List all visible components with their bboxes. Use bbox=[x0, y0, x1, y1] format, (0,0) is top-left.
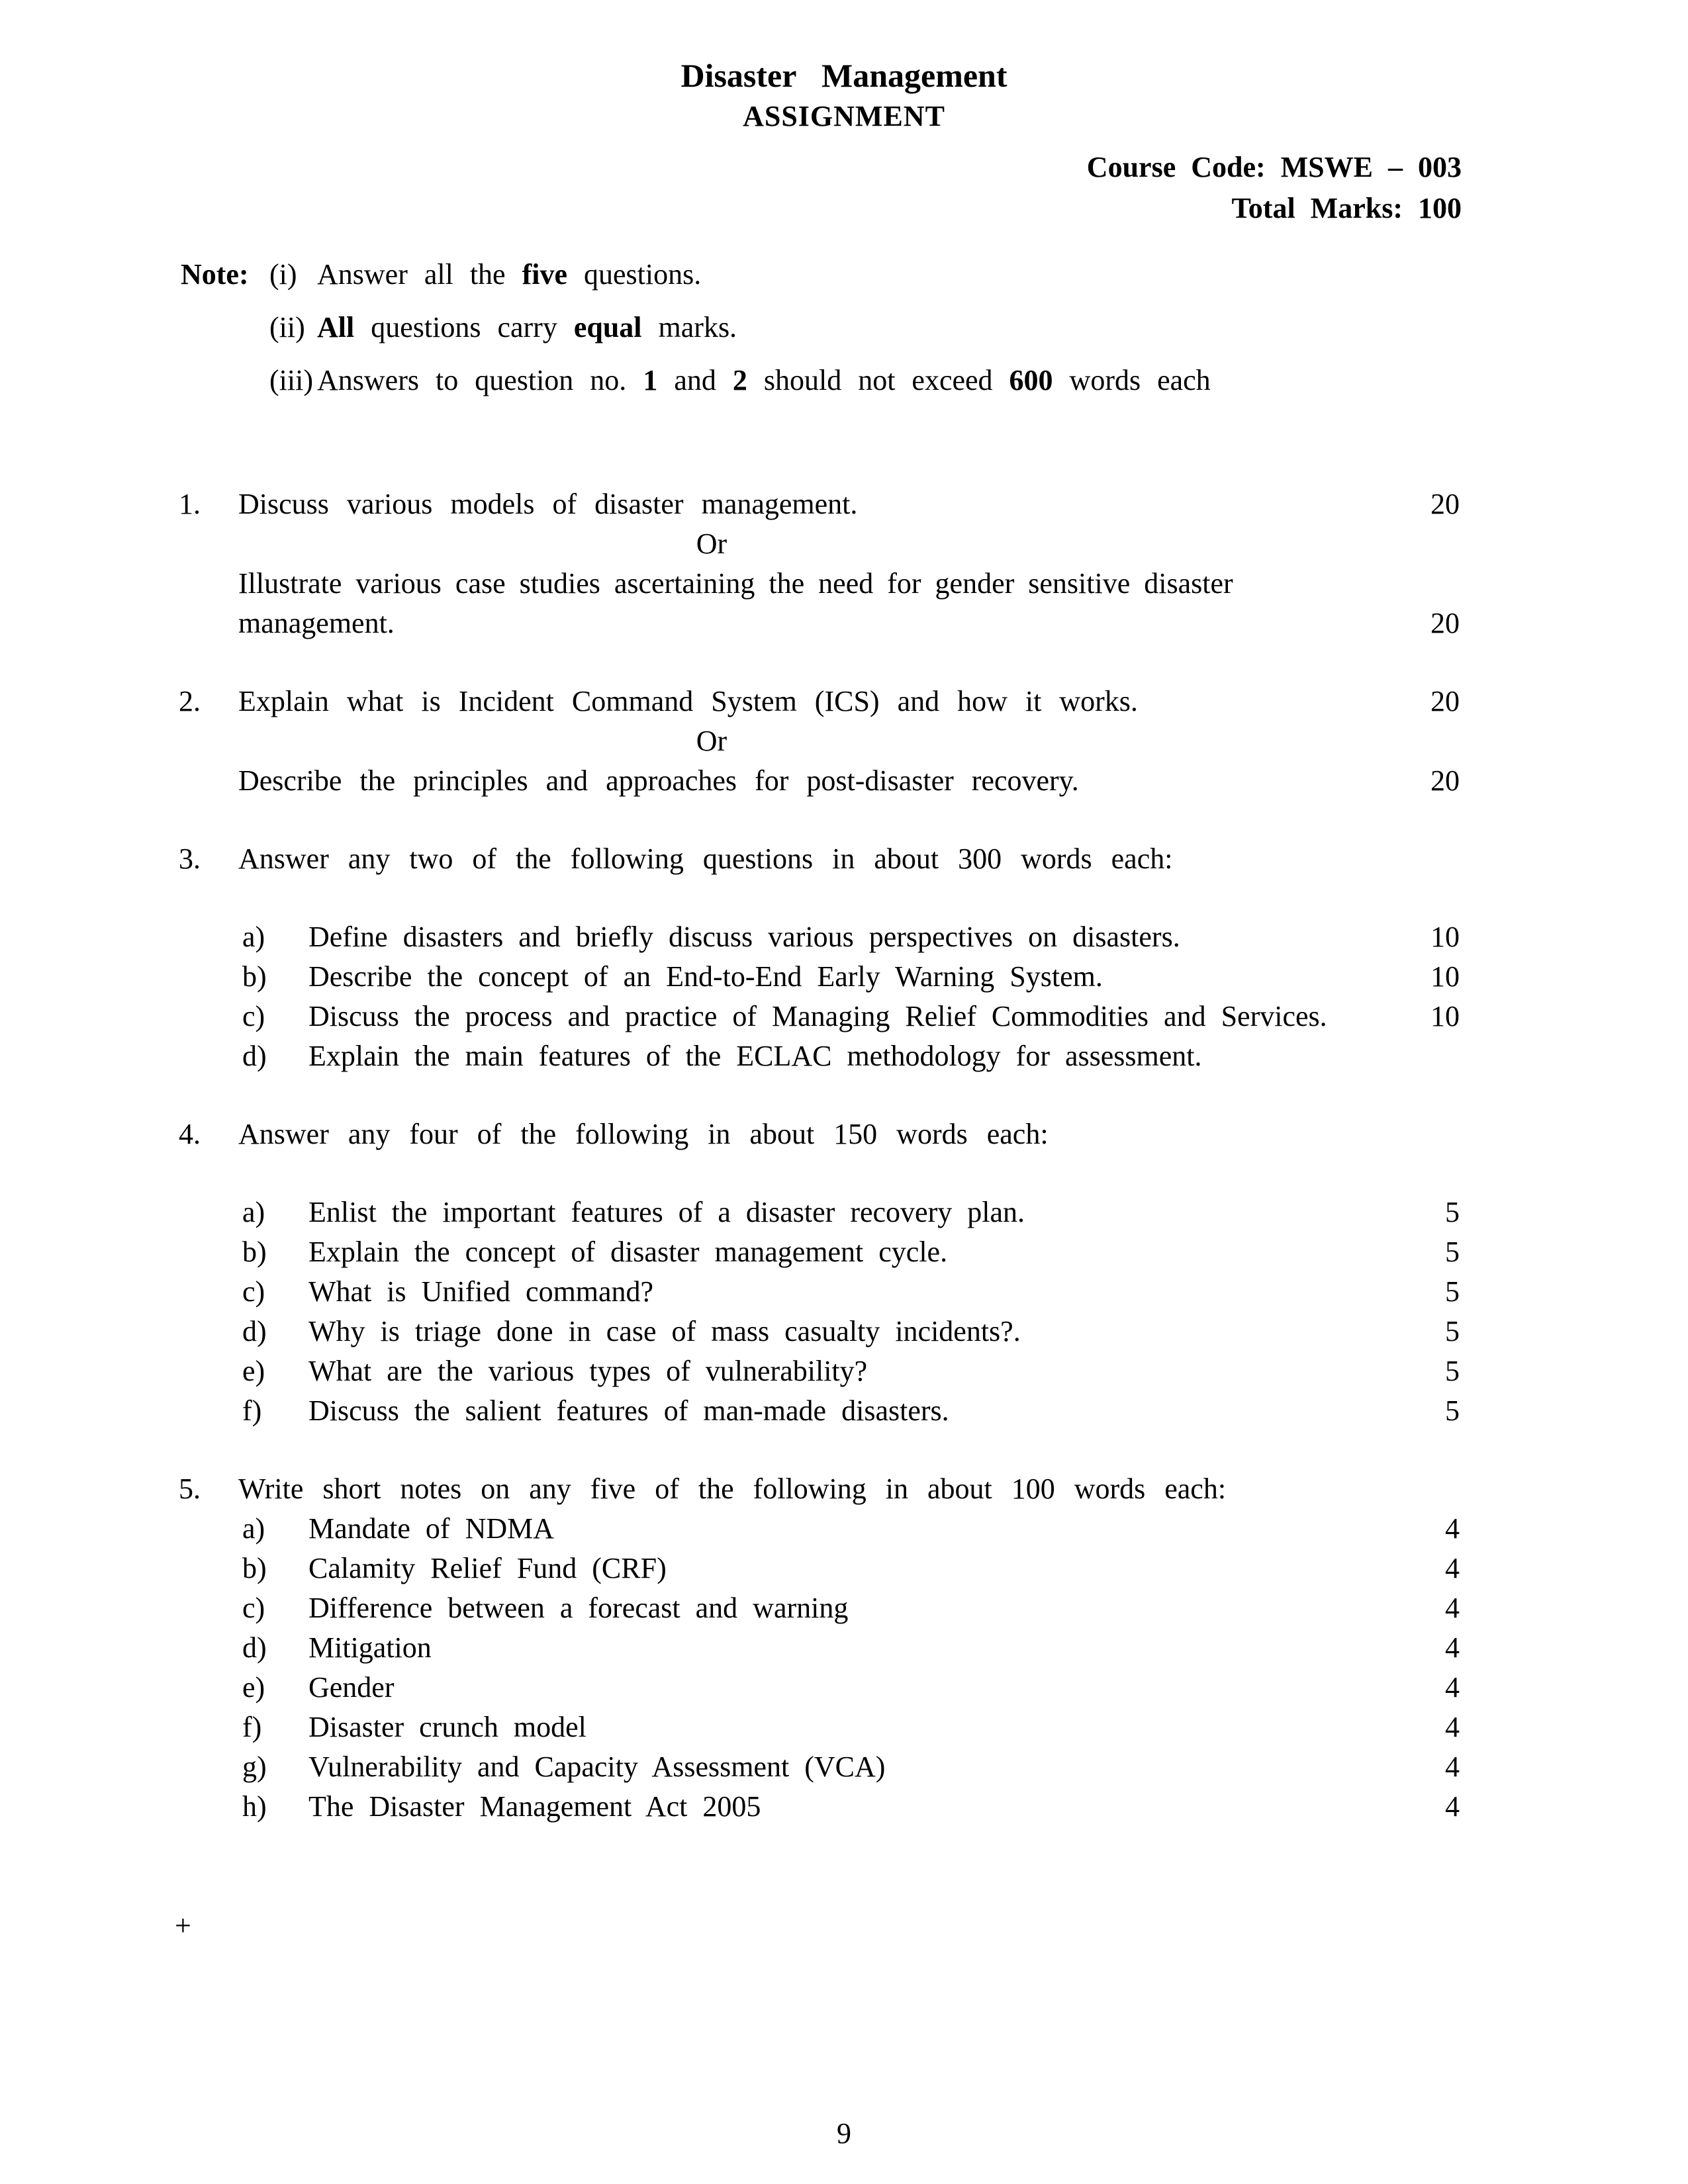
sub-item-letter: b) bbox=[242, 1236, 267, 1268]
sub-item-letter: c) bbox=[242, 1275, 265, 1308]
question-marks: 20 bbox=[1430, 764, 1460, 797]
sub-item-row bbox=[179, 1549, 1460, 1588]
note-section bbox=[181, 255, 1688, 400]
sub-item-letter: h) bbox=[242, 1790, 267, 1823]
sub-item-text: Mitigation bbox=[308, 1631, 432, 1664]
sub-item-row bbox=[179, 1272, 1460, 1312]
sub-item-row bbox=[179, 1588, 1460, 1628]
sub-item-letter: d) bbox=[242, 1631, 267, 1664]
sub-item-text: Explain the main features of the ECLAC methodology for assessment. bbox=[308, 1040, 1202, 1072]
sub-item-letter: a) bbox=[242, 1512, 265, 1545]
sub-item-row bbox=[179, 1036, 1460, 1076]
sub-item-marks: 4 bbox=[1445, 1552, 1460, 1584]
note-label-spacer bbox=[181, 361, 269, 400]
sub-item-letter: d) bbox=[242, 1040, 267, 1072]
sub-item-text: Difference between a forecast and warning bbox=[308, 1592, 849, 1624]
sub-item-marks: 4 bbox=[1445, 1671, 1460, 1704]
note-text bbox=[317, 361, 1211, 400]
sub-item-text: Explain the concept of disaster management cycle. bbox=[308, 1236, 948, 1268]
sub-item-letter: b) bbox=[242, 1552, 267, 1584]
note-text-segment: five bbox=[522, 258, 567, 291]
question-block-2 bbox=[179, 682, 1460, 801]
question-text: Answer any two of the following questions in about 300 words each: bbox=[238, 842, 1173, 875]
sub-item-text: Enlist the important features of a disaster recovery plan. bbox=[308, 1196, 1025, 1228]
question-text: Discuss various models of disaster management. bbox=[238, 488, 858, 520]
question-row bbox=[179, 1469, 1460, 1509]
note-marker: (ii) bbox=[269, 311, 305, 343]
note-text-segment: and bbox=[657, 364, 733, 396]
sub-item-row bbox=[179, 1668, 1460, 1707]
plus-mark: + bbox=[175, 1909, 191, 1942]
question-number: 3. bbox=[179, 842, 201, 875]
note-label-spacer bbox=[181, 308, 269, 347]
question-number: 2. bbox=[179, 685, 201, 717]
sub-item-marks: 4 bbox=[1445, 1592, 1460, 1624]
sub-item-text: Define disasters and briefly discuss various perspectives on disasters. bbox=[308, 921, 1180, 953]
question-block-3 bbox=[179, 839, 1460, 1076]
note-text bbox=[317, 255, 701, 294]
question-block-5 bbox=[179, 1469, 1460, 1827]
sub-item-letter: e) bbox=[242, 1355, 265, 1387]
question-marks: 20 bbox=[1430, 607, 1460, 639]
question-number: 1. bbox=[179, 488, 201, 520]
sub-item-letter: c) bbox=[242, 1592, 265, 1624]
sub-item-row bbox=[179, 1391, 1460, 1431]
sub-item-letter: a) bbox=[242, 1196, 265, 1228]
note-text-segment: All bbox=[317, 311, 355, 343]
sub-item-marks: 4 bbox=[1445, 1790, 1460, 1823]
questions-list bbox=[179, 484, 1460, 1827]
total-marks: Total Marks: 100 bbox=[1231, 192, 1462, 224]
question-row bbox=[179, 839, 1460, 879]
question-text: Describe the principles and approaches for post-disaster recovery. bbox=[238, 764, 1079, 797]
note-text-segment: questions. bbox=[567, 258, 702, 291]
sub-item-letter: f) bbox=[242, 1394, 262, 1427]
note-text-segment: words each bbox=[1053, 364, 1211, 396]
question-row bbox=[179, 1115, 1460, 1154]
sub-item-row bbox=[179, 1628, 1460, 1668]
sub-item-letter: b) bbox=[242, 960, 267, 993]
sub-item-letter: f) bbox=[242, 1711, 262, 1743]
note-text-segment: 2 bbox=[732, 364, 747, 396]
sub-item-text: Gender bbox=[308, 1671, 395, 1704]
note-text-segment: 600 bbox=[1009, 364, 1053, 396]
question-row bbox=[179, 761, 1460, 801]
note-row bbox=[181, 255, 1688, 294]
sub-item-marks: 5 bbox=[1445, 1394, 1460, 1427]
sub-item-row bbox=[179, 1312, 1460, 1351]
sub-item-letter: e) bbox=[242, 1671, 265, 1704]
sub-item-marks: 5 bbox=[1445, 1275, 1460, 1308]
sub-item-text: Why is triage done in case of mass casualty incidents?. bbox=[308, 1315, 1021, 1347]
sub-item-marks: 5 bbox=[1445, 1196, 1460, 1228]
sub-items bbox=[179, 1509, 1460, 1827]
question-text: Answer any four of the following in about 150 words each: bbox=[238, 1118, 1049, 1150]
sub-item-row bbox=[179, 1351, 1460, 1391]
page-title: Disaster Management bbox=[680, 57, 1008, 94]
note-row bbox=[181, 361, 1688, 400]
question-text: Illustrate various case studies ascertaining the need for gender sensitive disaster management. bbox=[238, 567, 1233, 639]
sub-item-marks: 4 bbox=[1445, 1751, 1460, 1783]
note-label: Note: bbox=[181, 258, 249, 291]
course-code: Course Code: MSWE – 003 bbox=[1086, 151, 1462, 183]
question-row bbox=[179, 484, 1460, 524]
sub-item-letter: g) bbox=[242, 1751, 267, 1783]
note-text-segment: Answer all the bbox=[317, 258, 522, 291]
question-number: 4. bbox=[179, 1118, 201, 1150]
note-text bbox=[317, 308, 737, 347]
sub-item-marks: 4 bbox=[1445, 1711, 1460, 1743]
sub-item-text: Discuss the process and practice of Managing Relief Commodities and Services. bbox=[308, 1000, 1327, 1032]
note-text-segment: marks. bbox=[641, 311, 737, 343]
sub-item-marks: 4 bbox=[1445, 1512, 1460, 1545]
question-block-1 bbox=[179, 484, 1460, 643]
question-row bbox=[179, 564, 1460, 643]
sub-item-text: Vulnerability and Capacity Assessment (VCA) bbox=[308, 1751, 886, 1783]
sub-item-row bbox=[179, 1509, 1460, 1549]
sub-item-row bbox=[179, 917, 1460, 957]
sub-item-text: Discuss the salient features of man-made disasters. bbox=[308, 1394, 949, 1427]
sub-item-letter: a) bbox=[242, 921, 265, 953]
sub-item-marks: 4 bbox=[1445, 1631, 1460, 1664]
question-text: Write short notes on any five of the following in about 100 words each: bbox=[238, 1473, 1227, 1505]
note-text-segment: should not exceed bbox=[747, 364, 1009, 396]
sub-items bbox=[179, 1193, 1460, 1431]
sub-item-row bbox=[179, 1747, 1460, 1787]
question-text: Explain what is Incident Command System (ICS) and how it works. bbox=[238, 685, 1138, 717]
sub-item-text: The Disaster Management Act 2005 bbox=[308, 1790, 761, 1823]
sub-item-letter: d) bbox=[242, 1315, 267, 1347]
sub-item-text: Mandate of NDMA bbox=[308, 1512, 555, 1545]
sub-item-marks: 10 bbox=[1430, 1000, 1460, 1032]
question-marks: 20 bbox=[1430, 685, 1460, 717]
question-row bbox=[179, 682, 1460, 721]
sub-item-row bbox=[179, 957, 1460, 997]
note-text-segment: questions carry bbox=[354, 311, 574, 343]
sub-item-row bbox=[179, 1193, 1460, 1232]
sub-item-text: Calamity Relief Fund (CRF) bbox=[308, 1552, 667, 1584]
sub-items bbox=[179, 917, 1460, 1076]
sub-item-row bbox=[179, 997, 1460, 1036]
sub-item-row bbox=[179, 1232, 1460, 1272]
sub-item-row bbox=[179, 1787, 1460, 1827]
course-info bbox=[0, 147, 1688, 229]
sub-item-text: What are the various types of vulnerability? bbox=[308, 1355, 868, 1387]
sub-item-text: What is Unified command? bbox=[308, 1275, 654, 1308]
sub-item-text: Disaster crunch model bbox=[308, 1711, 586, 1743]
note-marker: (i) bbox=[269, 258, 297, 291]
or-separator: Or bbox=[696, 725, 727, 757]
sub-item-text: Describe the concept of an End-to-End Early Warning System. bbox=[308, 960, 1103, 993]
sub-item-letter: c) bbox=[242, 1000, 265, 1032]
note-text-segment: 1 bbox=[643, 364, 658, 396]
sub-item-marks: 5 bbox=[1445, 1355, 1460, 1387]
question-number: 5. bbox=[179, 1473, 201, 1505]
note-text-segment: Answers to question no. bbox=[317, 364, 643, 396]
sub-item-marks: 5 bbox=[1445, 1236, 1460, 1268]
sub-item-marks: 10 bbox=[1430, 960, 1460, 993]
page-number: 9 bbox=[837, 2117, 851, 2150]
question-marks: 20 bbox=[1430, 488, 1460, 520]
note-marker: (iii) bbox=[269, 364, 313, 396]
question-block-4 bbox=[179, 1115, 1460, 1431]
note-text-segment: equal bbox=[573, 311, 642, 343]
or-separator: Or bbox=[696, 527, 727, 560]
sub-item-marks: 5 bbox=[1445, 1315, 1460, 1347]
sub-item-marks: 10 bbox=[1430, 921, 1460, 953]
assignment-heading: ASSIGNMENT bbox=[743, 100, 945, 132]
sub-item-row bbox=[179, 1707, 1460, 1747]
note-row bbox=[181, 308, 1688, 347]
